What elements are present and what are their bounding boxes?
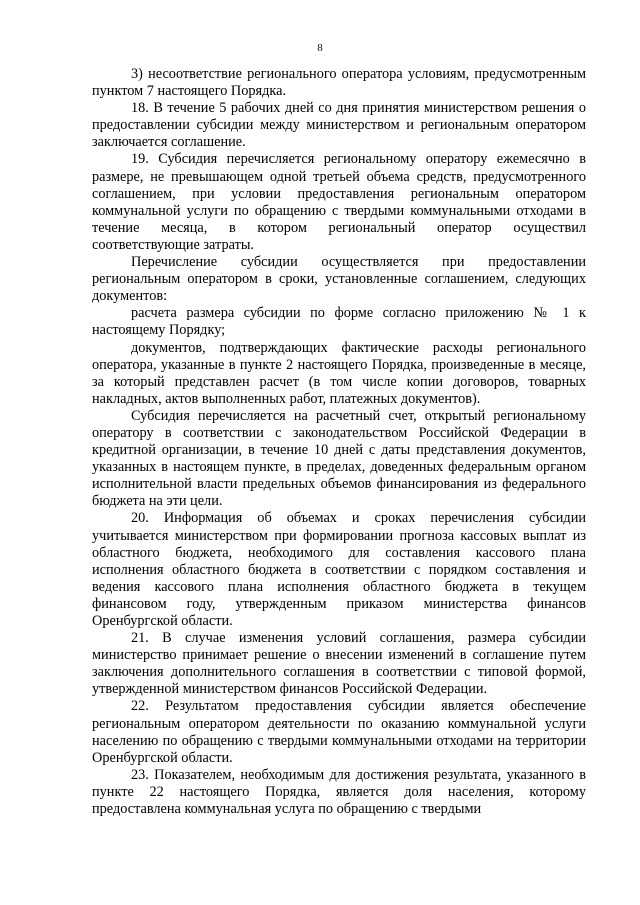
paragraph-22: 22. Результатом предоставления субсидии является обеспечение региональным оператором деятельности по оказанию коммунальной услуги населению по обращению с твердыми коммунальными отходами на территории Оренбургской области. xyxy=(92,698,586,766)
paragraph-clause-3: 3) несоответствие регионального оператора условиям, предусмотренным пунктом 7 настоящего Порядка. xyxy=(92,66,586,100)
page-number: 8 xyxy=(317,42,323,54)
paragraph-19-calculation: расчета размера субсидии по форме согласно приложению № 1 к настоящему Порядку; xyxy=(92,305,586,339)
paragraph-19: 19. Субсидия перечисляется региональному оператору ежемесячно в размере, не превышающем одной третьей объема средств, предусмотренного соглашением, при условии предоставления региональным оператором коммунальной услуги по обращению с твердыми коммунальными отходами в течение месяца, в котором региональный оператор осуществил соответствующие затраты. xyxy=(92,151,586,253)
paragraph-19-account: Субсидия перечисляется на расчетный счет, открытый региональному оператору в соответствии с законодательством Российской Федерации в кредитной организации, в течение 10 дней с даты представления документов, указанных в настоящем пункте, в пределах, доведенных федеральным органом исполнительной власти предельных объемов финансирования из федерального бюджета на эти цели. xyxy=(92,407,586,510)
paragraph-20: 20. Информация об объемах и сроках перечисления субсидии учитывается министерством при формировании прогноза кассовых выплат из областного бюджета, необходимого для составления кассового плана исполнения областного бюджета в соответствии с порядком составления и ведения кассового плана исполнения областного бюджета в текущем финансовом году, утвержденным приказом министерства финансов Оренбургской области. xyxy=(92,510,586,629)
paragraph-19-documents: документов, подтверждающих фактические расходы регионального оператора, указанные в пункте 2 настоящего Порядка, произведенные в месяце, за который представлен расчет (в том числе копии договоров, товарных накладных, актов выполненных работ, платежных документов). xyxy=(92,339,586,407)
paragraph-23: 23. Показателем, необходимым для достижения результата, указанного в пункте 22 настоящего Порядка, является доля населения, которому предоставлена коммунальная услуга по обращению с твердыми xyxy=(92,766,586,818)
paragraph-19-transfer: Перечисление субсидии осуществляется при предоставлении региональным оператором в сроки, установленные соглашением, следующих документов: xyxy=(92,254,586,305)
paragraph-21: 21. В случае изменения условий соглашения, размера субсидии министерство принимает решение о внесении изменений в соглашение путем заключения дополнительного соглашения в соответствии с типовой формой, утвержденной министерством финансов Российской Федерации. xyxy=(92,630,586,698)
document-body xyxy=(92,66,586,818)
paragraph-18: 18. В течение 5 рабочих дней со дня принятия министерством решения о предоставлении субсидии между министерством и региональным оператором заключается соглашение. xyxy=(92,100,586,151)
